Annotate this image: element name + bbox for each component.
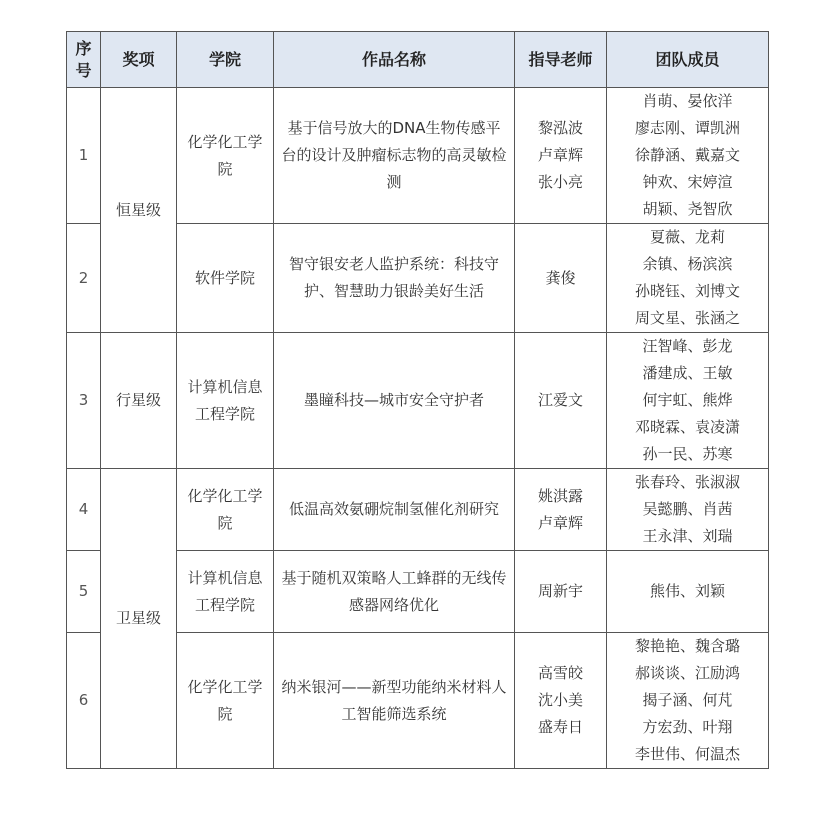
member-line: 吴懿鹏、肖茜 — [642, 500, 733, 518]
header-award: 奖项 — [101, 32, 177, 88]
advisors — [515, 224, 607, 333]
row-number: 5 — [67, 551, 101, 633]
row-number: 2 — [67, 224, 101, 333]
team-members — [607, 88, 769, 224]
member-line: 廖志刚、谭凯洲 — [634, 119, 740, 137]
header-members: 团队成员 — [607, 32, 769, 88]
member-line: 方宏劲、叶翔 — [642, 718, 733, 736]
advisor-name: 沈小美 — [537, 691, 583, 709]
project-title: 基于信号放大的DNA生物传感平台的设计及肿瘤标志物的高灵敏检测 — [274, 88, 515, 224]
member-line: 揭子涵、何芃 — [642, 691, 733, 709]
team-members — [607, 224, 769, 333]
header-advisor: 指导老师 — [515, 32, 607, 88]
member-line: 胡颖、尧智欣 — [642, 200, 733, 218]
row-number: 3 — [67, 333, 101, 469]
table-row — [67, 469, 769, 551]
project-title: 智守银安老人监护系统：科技守护、智慧助力银龄美好生活 — [274, 224, 515, 333]
award-level: 卫星级 — [101, 469, 177, 769]
college: 化学化工学院 — [177, 633, 274, 769]
advisor-name: 江爱文 — [537, 391, 583, 409]
member-line: 周文星、张涵之 — [634, 309, 740, 327]
member-line: 潘建成、王敏 — [642, 364, 733, 382]
award-level: 行星级 — [101, 333, 177, 469]
member-line: 孙晓钰、刘博文 — [634, 282, 740, 300]
member-line: 邓晓霖、袁凌潇 — [634, 418, 740, 436]
advisors — [515, 469, 607, 551]
row-number: 1 — [67, 88, 101, 224]
advisor-name: 卢章辉 — [537, 146, 583, 164]
team-members — [607, 333, 769, 469]
project-title: 纳米银河——新型功能纳米材料人工智能筛选系统 — [274, 633, 515, 769]
advisor-name: 卢章辉 — [537, 513, 583, 532]
project-title: 低温高效氨硼烷制氢催化剂研究 — [274, 469, 515, 551]
row-number: 4 — [67, 469, 101, 551]
college: 计算机信息工程学院 — [177, 333, 274, 469]
advisors — [515, 88, 607, 224]
advisor-name: 龚俊 — [545, 268, 576, 287]
member-line: 孙一民、苏寒 — [642, 445, 733, 463]
member-line: 黎艳艳、魏含璐 — [634, 637, 740, 655]
member-line: 郝谈谈、江励鸿 — [634, 664, 740, 682]
awards-table — [66, 31, 769, 769]
advisor-name: 姚淇露 — [537, 486, 583, 505]
advisor-name: 高雪皎 — [537, 664, 583, 682]
table-row — [67, 88, 769, 224]
college: 化学化工学院 — [177, 88, 274, 224]
advisors — [515, 633, 607, 769]
advisor-name: 黎泓波 — [537, 119, 583, 137]
header-no: 序号 — [67, 32, 101, 88]
college: 化学化工学院 — [177, 469, 274, 551]
row-number: 6 — [67, 633, 101, 769]
member-line: 余镇、杨滨滨 — [642, 255, 733, 273]
member-line: 肖萌、晏依洋 — [642, 92, 733, 110]
table-row — [67, 333, 769, 469]
member-line: 王永津、刘瑞 — [642, 527, 733, 545]
college: 软件学院 — [177, 224, 274, 333]
advisor-name: 盛寿日 — [537, 718, 583, 736]
award-level: 恒星级 — [101, 88, 177, 333]
project-title: 基于随机双策略人工蜂群的无线传感器网络优化 — [274, 551, 515, 633]
advisors — [515, 551, 607, 633]
member-line: 汪智峰、彭龙 — [642, 337, 733, 355]
member-line: 夏薇、龙莉 — [649, 228, 725, 246]
advisor-name: 周新宇 — [537, 582, 583, 600]
member-line: 何宇虹、熊烨 — [642, 391, 733, 409]
member-line: 熊伟、刘颖 — [649, 582, 725, 600]
member-line: 张春玲、张淑淑 — [634, 473, 740, 491]
header-title: 作品名称 — [274, 32, 515, 88]
team-members — [607, 551, 769, 633]
advisor-name: 张小亮 — [537, 173, 583, 191]
member-line: 钟欢、宋婷渲 — [642, 173, 733, 191]
advisors — [515, 333, 607, 469]
header-row — [67, 32, 769, 88]
project-title: 墨瞳科技—城市安全守护者 — [274, 333, 515, 469]
header-college: 学院 — [177, 32, 274, 88]
team-members — [607, 469, 769, 551]
team-members — [607, 633, 769, 769]
member-line: 徐静涵、戴嘉文 — [634, 146, 740, 164]
member-line: 李世伟、何温杰 — [634, 745, 740, 763]
college: 计算机信息工程学院 — [177, 551, 274, 633]
